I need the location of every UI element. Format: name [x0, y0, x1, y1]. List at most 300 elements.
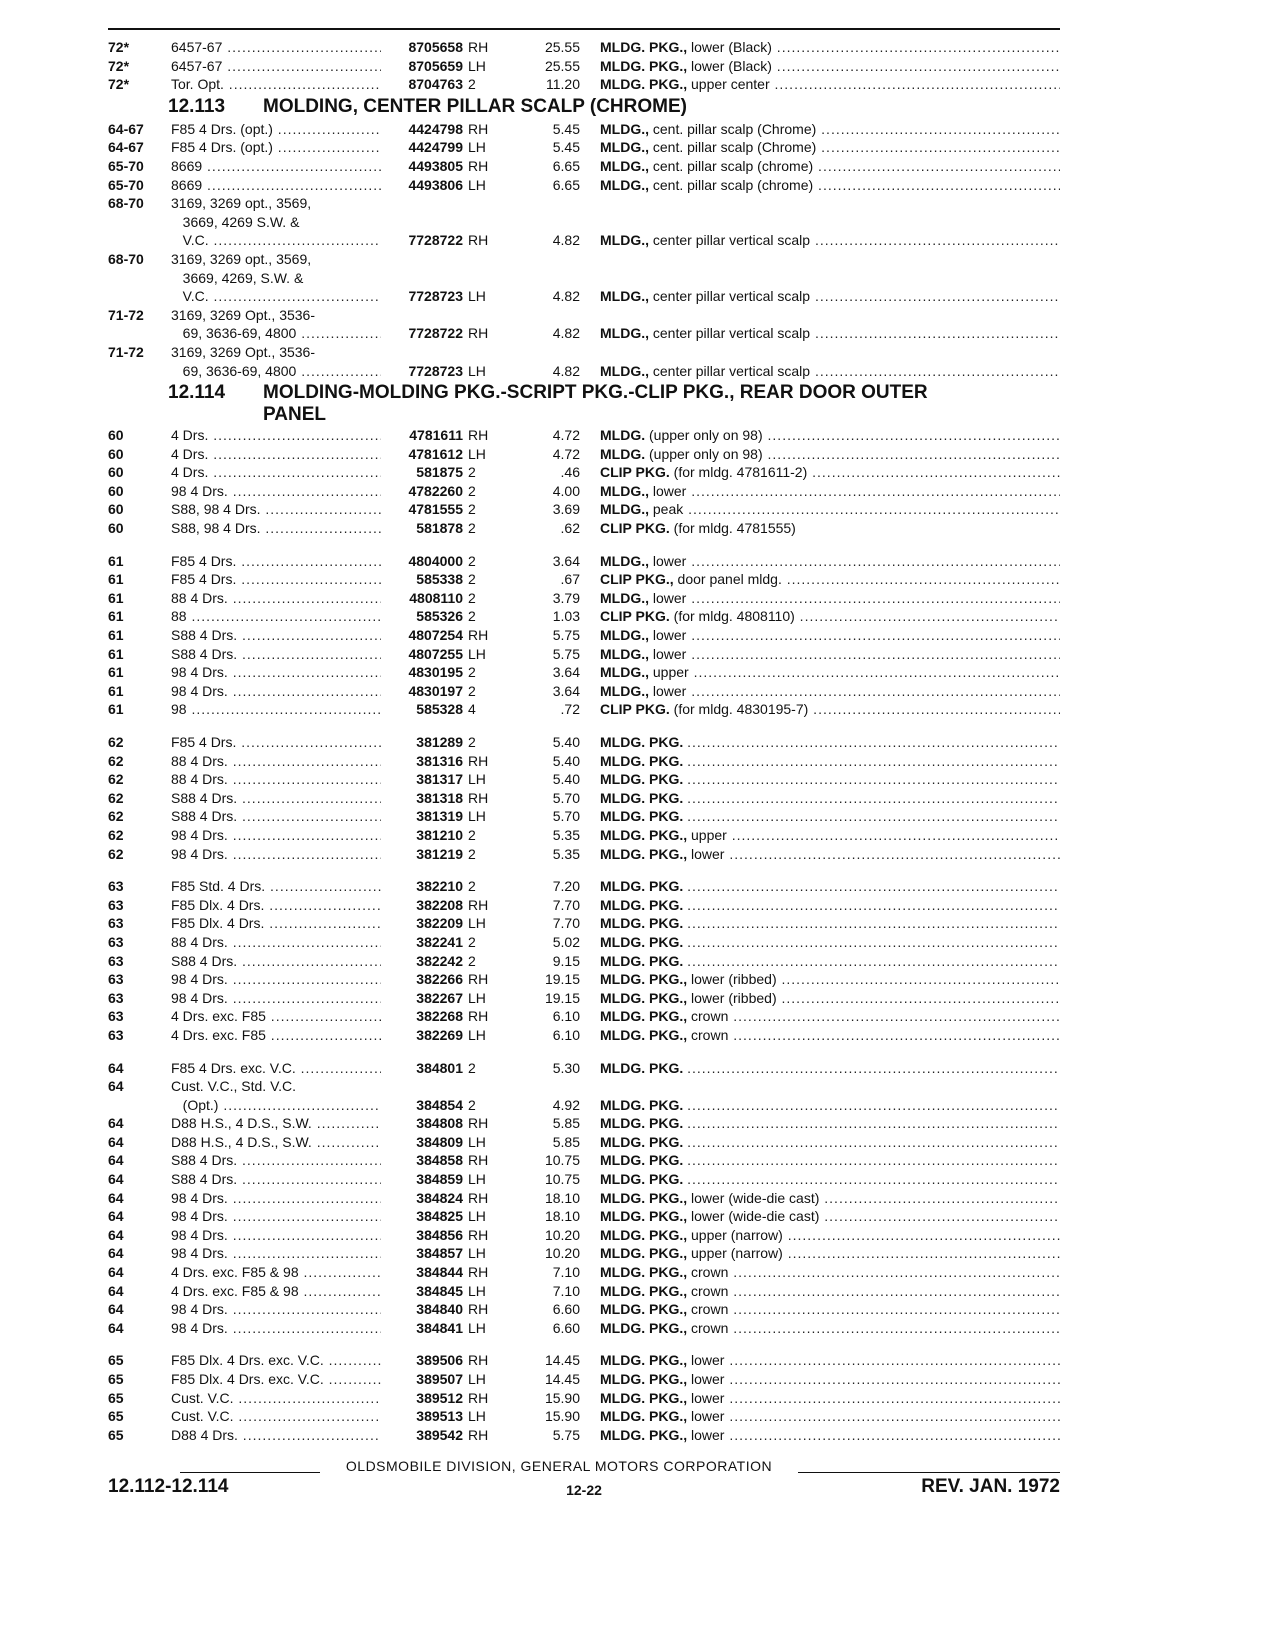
- description-cell: [600, 1389, 1060, 1408]
- description-label: MLDG. PKG.: [600, 1096, 684, 1113]
- price-cell: .46: [560, 464, 580, 481]
- part-number-cell: 7728723: [408, 362, 463, 379]
- description-cell: [600, 752, 1060, 771]
- table-row: [108, 570, 1060, 589]
- part-number-cell: 585338: [416, 571, 463, 588]
- part-number-cell: 382242: [416, 952, 463, 969]
- table-row: [108, 1026, 1060, 1045]
- description-cell: [600, 589, 1060, 608]
- model-cell: 8669 .....: [171, 176, 381, 195]
- description-cell: [600, 845, 1060, 864]
- price-cell: 9.15: [552, 952, 580, 969]
- part-number-cell: 384856: [416, 1226, 463, 1243]
- year-cell: 61: [108, 571, 124, 588]
- year-cell: 61: [108, 589, 124, 606]
- description-label: MLDG. PKG.: [600, 896, 684, 913]
- price-cell: 4.82: [552, 232, 580, 249]
- page-footer: [108, 1458, 1060, 1518]
- year-cell: 64-67: [108, 139, 144, 156]
- price-cell: 7.70: [552, 896, 580, 913]
- part-number-cell: 585328: [416, 701, 463, 718]
- table-row: [108, 306, 1060, 325]
- part-number-cell: 4804000: [408, 552, 463, 569]
- year-cell: 63: [108, 989, 124, 1006]
- description-cell: [600, 1426, 1060, 1445]
- description-label: MLDG. PKG.,: [600, 1208, 688, 1225]
- price-cell: 4.72: [552, 445, 580, 462]
- description-detail: crown: [691, 1301, 729, 1318]
- quantity-cell: 2: [468, 734, 476, 750]
- table-row: [108, 287, 1060, 306]
- table-row: [108, 752, 1060, 771]
- quantity-cell: LH: [468, 1208, 486, 1225]
- table-row: [108, 445, 1060, 464]
- part-number-cell: 8705658: [408, 39, 463, 55]
- quantity-cell: RH: [468, 1264, 489, 1281]
- table-row: [108, 1151, 1060, 1170]
- description-cell: [600, 324, 1060, 343]
- description-detail: lower (Black): [691, 39, 772, 55]
- description-label: MLDG. PKG.: [600, 933, 684, 950]
- price-cell: 18.10: [544, 1208, 580, 1225]
- description-label: MLDG. PKG.,: [600, 826, 688, 843]
- model-cell: V.C. .....: [171, 287, 381, 306]
- quantity-cell: LH: [468, 1371, 486, 1387]
- description-label: MLDG.,: [600, 288, 649, 305]
- description-label: MLDG.,: [600, 589, 649, 606]
- description-label: MLDG. PKG.,: [600, 989, 688, 1006]
- description-label: MLDG.,: [600, 664, 649, 681]
- description-detail: lower: [652, 552, 687, 569]
- price-cell: 3.64: [552, 552, 580, 569]
- description-cell: [600, 1189, 1060, 1208]
- description-cell: [600, 970, 1060, 989]
- year-cell: 64: [108, 1171, 124, 1188]
- year-cell: 68-70: [108, 250, 144, 267]
- description-label: MLDG. PKG.,: [600, 1301, 688, 1318]
- year-cell: 61: [108, 552, 124, 569]
- description-cell: [600, 75, 1060, 94]
- part-number-cell: 389513: [416, 1408, 463, 1425]
- quantity-cell: 2: [468, 952, 476, 969]
- price-cell: 14.45: [544, 1352, 580, 1369]
- table-row: [108, 970, 1060, 989]
- description-cell: [600, 519, 1060, 538]
- footer-page-number: 12-22: [566, 1482, 602, 1498]
- description-label: MLDG. PKG.,: [600, 1319, 688, 1336]
- year-cell: 62: [108, 734, 124, 750]
- year-cell: 62: [108, 789, 124, 806]
- table-row: [108, 231, 1060, 250]
- description-detail: upper: [652, 664, 689, 681]
- price-cell: 15.90: [544, 1408, 580, 1425]
- description-cell: [600, 807, 1060, 826]
- quantity-cell: RH: [468, 232, 489, 249]
- description-detail: peak: [652, 501, 684, 518]
- year-cell: 62: [108, 808, 124, 825]
- year-cell: 61: [108, 682, 124, 699]
- model-cell: F85 4 Drs. .....: [171, 733, 381, 752]
- quantity-cell: RH: [468, 1008, 489, 1025]
- description-label: MLDG. PKG.: [600, 878, 684, 895]
- description-detail: lower: [652, 589, 687, 606]
- description-cell: [600, 1026, 1060, 1045]
- quantity-cell: LH: [468, 445, 486, 462]
- price-cell: 25.55: [544, 39, 580, 55]
- part-number-cell: 384845: [416, 1282, 463, 1299]
- table-row: [108, 269, 1060, 288]
- description-label: MLDG.,: [600, 362, 649, 379]
- description-label: MLDG. PKG.,: [600, 1426, 688, 1443]
- table-row: [108, 1189, 1060, 1208]
- model-cell: 4 Drs. exc. F85 & 98 .....: [171, 1282, 381, 1301]
- description-detail: lower: [652, 645, 687, 662]
- model-cell: F85 4 Drs. (opt.) .....: [171, 138, 381, 157]
- table-row: [108, 426, 1060, 445]
- description-detail: (upper only on 98): [649, 445, 763, 462]
- table-row: [108, 1007, 1060, 1026]
- description-cell: [600, 57, 1060, 76]
- year-cell: 64: [108, 1152, 124, 1169]
- description-detail: cent. pillar scalp (chrome): [652, 157, 814, 174]
- price-cell: 5.75: [552, 645, 580, 662]
- description-label: CLIP PKG.: [600, 701, 670, 718]
- model-cell: 88 4 Drs. .....: [171, 589, 381, 608]
- year-cell: 65: [108, 1408, 124, 1425]
- table-row: [108, 38, 1060, 57]
- description-label: MLDG.,: [600, 645, 649, 662]
- part-number-cell: 4830195: [408, 664, 463, 681]
- footer-publisher: OLDSMOBILE DIVISION, GENERAL MOTORS CORPORATION: [345, 1458, 773, 1474]
- model-cell: 88 4 Drs. .....: [171, 752, 381, 771]
- price-cell: 7.20: [552, 878, 580, 895]
- description-detail: (for mldg. 4808110): [673, 608, 795, 625]
- description-label: MLDG.,: [600, 501, 649, 518]
- description-cell: [600, 1407, 1060, 1426]
- description-cell: [600, 120, 1060, 139]
- model-cell: 98 4 Drs. .....: [171, 682, 381, 701]
- quantity-cell: 2: [468, 664, 476, 681]
- quantity-cell: LH: [468, 362, 486, 379]
- description-cell: [600, 952, 1060, 971]
- table-row: [108, 176, 1060, 195]
- description-label: MLDG. PKG.,: [600, 1389, 688, 1406]
- year-cell: 65-70: [108, 176, 144, 193]
- description-detail: center pillar vertical scalp: [652, 288, 811, 305]
- model-cell: F85 Dlx. 4 Drs. .....: [171, 896, 381, 915]
- model-cell: S88 4 Drs. .....: [171, 1170, 381, 1189]
- part-number-cell: 381210: [416, 826, 463, 843]
- year-cell: 64: [108, 1078, 124, 1095]
- quantity-cell: RH: [468, 325, 489, 342]
- year-cell: 64: [108, 1301, 124, 1318]
- price-cell: 5.70: [552, 789, 580, 806]
- quantity-cell: 2: [468, 520, 476, 537]
- price-cell: .72: [560, 701, 580, 718]
- quantity-cell: 2: [468, 501, 476, 518]
- table-row: [108, 213, 1060, 232]
- part-number-cell: 381318: [416, 789, 463, 806]
- year-cell: 63: [108, 1026, 124, 1043]
- quantity-cell: 2: [468, 845, 476, 862]
- description-cell: [600, 1263, 1060, 1282]
- part-number-cell: 384808: [416, 1115, 463, 1132]
- part-number-cell: 381289: [416, 734, 463, 750]
- quantity-cell: 2: [468, 608, 476, 625]
- model-cell: 3169, 3269 Opt., 3536-: [171, 343, 315, 360]
- table-row: [108, 194, 1060, 213]
- footer-rule-left: [180, 1472, 320, 1473]
- year-cell: 60: [108, 501, 124, 518]
- year-cell: 72*: [108, 57, 130, 74]
- year-cell: 61: [108, 664, 124, 681]
- price-cell: 5.40: [552, 752, 580, 769]
- quantity-cell: RH: [468, 1352, 489, 1369]
- part-number-cell: 389506: [416, 1352, 463, 1369]
- quantity-cell: LH: [468, 645, 486, 662]
- quantity-cell: LH: [468, 139, 486, 156]
- part-number-cell: 4781612: [408, 445, 463, 462]
- description-cell: [600, 176, 1060, 195]
- table-row: [108, 807, 1060, 826]
- price-cell: 5.85: [552, 1115, 580, 1132]
- year-cell: 61: [108, 701, 124, 718]
- description-detail: door panel mldg.: [677, 571, 782, 588]
- table-row: [108, 845, 1060, 864]
- part-number-cell: 581878: [416, 520, 463, 537]
- description-label: MLDG. PKG.,: [600, 1245, 688, 1262]
- part-number-cell: 8705659: [408, 57, 463, 74]
- quantity-cell: RH: [468, 1115, 489, 1132]
- description-label: CLIP PKG.: [600, 608, 670, 625]
- description-cell: [600, 645, 1060, 664]
- description-cell: [600, 989, 1060, 1008]
- model-cell: S88, 98 4 Drs. .....: [171, 519, 381, 538]
- quantity-cell: RH: [468, 789, 489, 806]
- model-cell: 98 4 Drs. .....: [171, 970, 381, 989]
- part-number-cell: 384854: [416, 1096, 463, 1113]
- year-cell: 64: [108, 1282, 124, 1299]
- table-row: [108, 1244, 1060, 1263]
- year-cell: 64: [108, 1245, 124, 1262]
- price-cell: 5.85: [552, 1133, 580, 1150]
- part-number-cell: 382209: [416, 915, 463, 932]
- year-cell: 72*: [108, 39, 130, 55]
- description-cell: [600, 231, 1060, 250]
- quantity-cell: LH: [468, 1408, 486, 1425]
- part-number-cell: 382268: [416, 1008, 463, 1025]
- part-number-cell: 389507: [416, 1371, 463, 1387]
- description-cell: [600, 500, 1060, 519]
- year-cell: 63: [108, 896, 124, 913]
- price-cell: 4.72: [552, 427, 580, 444]
- model-cell: F85 Dlx. 4 Drs. exc. V.C. .....: [171, 1351, 381, 1370]
- model-cell: 3669, 4269 S.W. &: [171, 213, 300, 230]
- section-title: MOLDING, CENTER PILLAR SCALP (CHROME): [263, 95, 687, 117]
- description-label: MLDG. PKG.: [600, 734, 684, 750]
- description-cell: [600, 626, 1060, 645]
- quantity-cell: RH: [468, 971, 489, 988]
- description-cell: [600, 362, 1060, 381]
- price-cell: .67: [560, 571, 580, 588]
- description-cell: [600, 552, 1060, 571]
- year-cell: 65: [108, 1371, 124, 1387]
- part-number-cell: 4781555: [408, 501, 463, 518]
- description-label: MLDG. PKG.,: [600, 845, 688, 862]
- section-number: 12.113: [168, 95, 226, 117]
- description-detail: crown: [691, 1008, 729, 1025]
- description-label: MLDG. PKG.: [600, 771, 684, 788]
- table-row: [108, 1389, 1060, 1408]
- model-cell: 98 4 Drs. .....: [171, 989, 381, 1008]
- quantity-cell: RH: [468, 752, 489, 769]
- year-cell: 64: [108, 1133, 124, 1150]
- year-cell: 60: [108, 427, 124, 444]
- year-cell: 65: [108, 1426, 124, 1443]
- description-detail: center pillar vertical scalp: [652, 362, 811, 379]
- quantity-cell: 2: [468, 482, 476, 499]
- model-cell: F85 4 Drs. (opt.) .....: [171, 120, 381, 139]
- description-cell: [600, 445, 1060, 464]
- description-label: MLDG. PKG.,: [600, 971, 688, 988]
- year-cell: 63: [108, 933, 124, 950]
- description-label: CLIP PKG.,: [600, 571, 674, 588]
- part-number-cell: 381219: [416, 845, 463, 862]
- price-cell: 19.15: [544, 971, 580, 988]
- price-cell: 5.75: [552, 627, 580, 644]
- description-detail: lower: [652, 482, 687, 499]
- part-number-cell: 4807255: [408, 645, 463, 662]
- model-cell: S88 4 Drs. .....: [171, 952, 381, 971]
- year-cell: 71-72: [108, 343, 144, 360]
- description-cell: [600, 1170, 1060, 1189]
- table-row: [108, 343, 1060, 362]
- model-cell: F85 Dlx. 4 Drs. exc. V.C. .....: [171, 1370, 381, 1389]
- description-cell: [600, 733, 1060, 752]
- model-cell: 98 4 Drs. .....: [171, 1207, 381, 1226]
- table-row: [108, 138, 1060, 157]
- table-row: [108, 1226, 1060, 1245]
- part-number-cell: 384840: [416, 1301, 463, 1318]
- model-cell: D88 4 Drs. .....: [171, 1426, 381, 1445]
- table-row: [108, 733, 1060, 752]
- part-number-cell: 389512: [416, 1389, 463, 1406]
- description-cell: [600, 1244, 1060, 1263]
- price-cell: 10.20: [544, 1226, 580, 1243]
- description-label: MLDG.,: [600, 482, 649, 499]
- table-row: [108, 989, 1060, 1008]
- description-label: MLDG. PKG.: [600, 789, 684, 806]
- description-label: MLDG. PKG.,: [600, 1264, 688, 1281]
- model-cell: 6457-67 .....: [171, 38, 381, 57]
- description-label: MLDG. PKG.,: [600, 1226, 688, 1243]
- description-detail: cent. pillar scalp (Chrome): [652, 120, 817, 137]
- model-cell: 69, 3636-69, 4800 .....: [171, 324, 381, 343]
- table-row: [108, 700, 1060, 719]
- description-label: MLDG. PKG.,: [600, 57, 688, 74]
- part-number-cell: 585326: [416, 608, 463, 625]
- part-number-cell: 384801: [416, 1059, 463, 1076]
- model-cell: F85 Std. 4 Drs. .....: [171, 877, 381, 896]
- description-label: MLDG.,: [600, 176, 649, 193]
- description-label: MLDG.,: [600, 682, 649, 699]
- price-cell: 4.00: [552, 482, 580, 499]
- description-label: MLDG. PKG.,: [600, 1189, 688, 1206]
- description-cell: [600, 38, 1060, 57]
- part-number-cell: 4807254: [408, 627, 463, 644]
- footer-section-range: 12.112-12.114: [108, 1476, 229, 1497]
- model-cell: 6457-67 .....: [171, 57, 381, 76]
- description-cell: [600, 1096, 1060, 1115]
- year-cell: 61: [108, 645, 124, 662]
- price-cell: 3.79: [552, 589, 580, 606]
- part-number-cell: 7728722: [408, 325, 463, 342]
- table-row: [108, 1300, 1060, 1319]
- part-number-cell: 581875: [416, 464, 463, 481]
- year-cell: 60: [108, 464, 124, 481]
- model-cell: 4 Drs. .....: [171, 463, 381, 482]
- table-row: [108, 663, 1060, 682]
- model-cell: S88 4 Drs. .....: [171, 1151, 381, 1170]
- section-title-line2: PANEL: [263, 404, 326, 426]
- part-number-cell: 4808110: [409, 589, 463, 606]
- table-row: [108, 75, 1060, 94]
- description-cell: [600, 1282, 1060, 1301]
- year-cell: 64: [108, 1264, 124, 1281]
- part-number-cell: 4493806: [408, 176, 463, 193]
- price-cell: 1.03: [552, 608, 580, 625]
- part-number-cell: 4830197: [408, 682, 463, 699]
- model-cell: S88 4 Drs. .....: [171, 789, 381, 808]
- description-label: MLDG.,: [600, 120, 649, 137]
- description-detail: lower (wide-die cast): [691, 1189, 820, 1206]
- year-cell: 60: [108, 482, 124, 499]
- year-cell: 68-70: [108, 195, 144, 212]
- quantity-cell: 2: [468, 878, 476, 895]
- price-cell: 10.75: [544, 1152, 580, 1169]
- description-detail: lower: [652, 627, 687, 644]
- price-cell: 14.45: [544, 1371, 580, 1387]
- quantity-cell: 4: [468, 701, 476, 718]
- quantity-cell: RH: [468, 1389, 489, 1406]
- part-number-cell: 381316: [416, 752, 463, 769]
- table-row: [108, 1426, 1060, 1445]
- description-label: MLDG.,: [600, 325, 649, 342]
- description-label: MLDG.,: [600, 232, 649, 249]
- part-number-cell: 382269: [416, 1026, 463, 1043]
- model-cell: 98 4 Drs. .....: [171, 1300, 381, 1319]
- part-number-cell: 382266: [416, 971, 463, 988]
- price-cell: 3.64: [552, 664, 580, 681]
- top-rule: [108, 28, 1060, 30]
- description-detail: cent. pillar scalp (Chrome): [652, 139, 817, 156]
- price-cell: 15.90: [544, 1389, 580, 1406]
- quantity-cell: 2: [468, 552, 476, 569]
- part-number-cell: 4424799: [408, 139, 463, 156]
- table-row: [108, 896, 1060, 915]
- description-detail: crown: [691, 1026, 729, 1043]
- table-row: [108, 1114, 1060, 1133]
- price-cell: 5.35: [552, 845, 580, 862]
- model-cell: Tor. Opt. .....: [171, 75, 381, 94]
- year-cell: 72*: [108, 76, 130, 93]
- price-cell: 10.20: [544, 1245, 580, 1262]
- table-row: [108, 877, 1060, 896]
- model-cell: 98 4 Drs. .....: [171, 663, 381, 682]
- description-cell: [600, 157, 1060, 176]
- year-cell: 61: [108, 608, 124, 625]
- description-detail: cent. pillar scalp (chrome): [652, 176, 814, 193]
